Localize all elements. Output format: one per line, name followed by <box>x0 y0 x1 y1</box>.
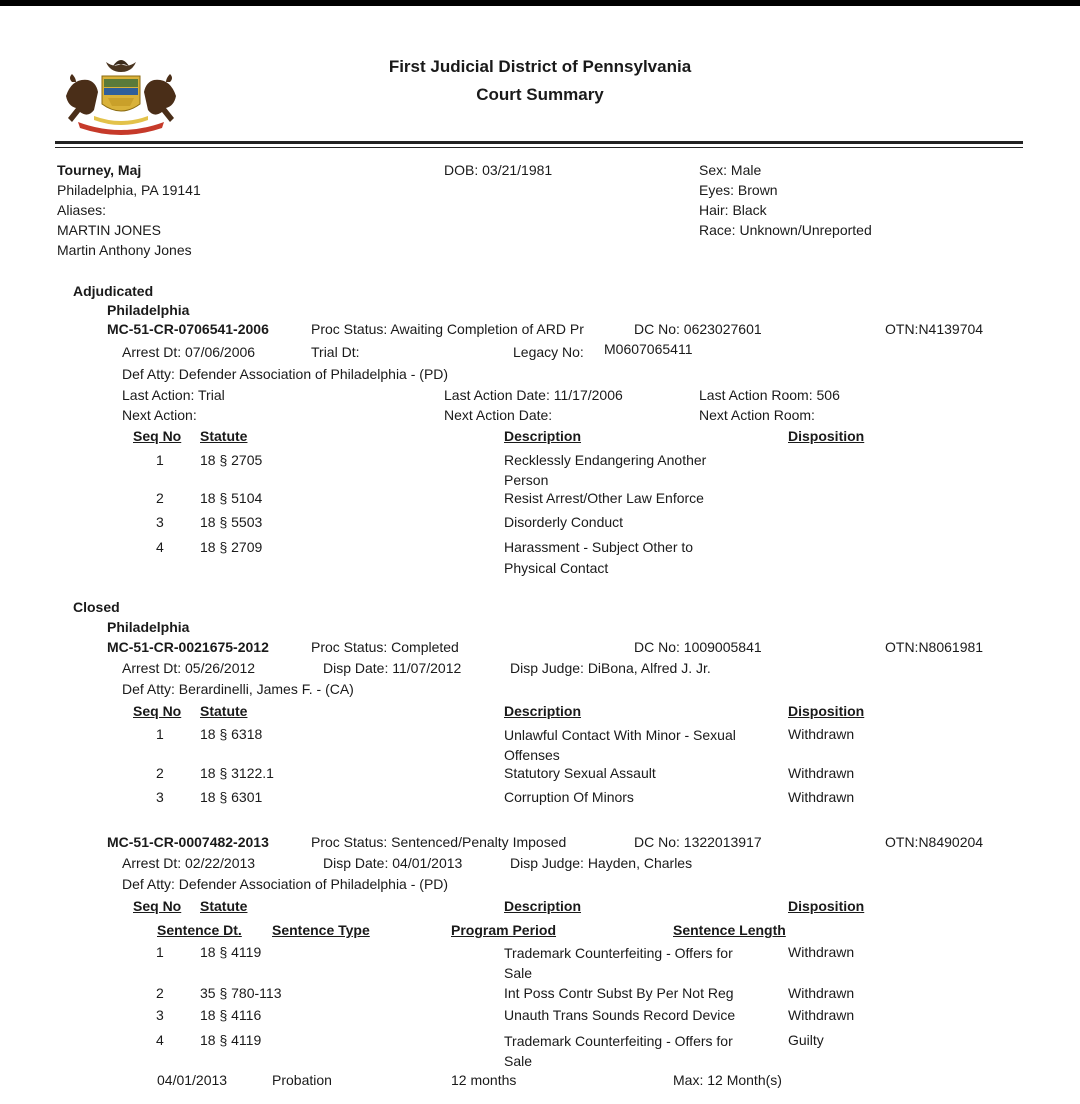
dc-number: DC No: 0623027601 <box>634 321 762 337</box>
charge-description-cont: Sale <box>504 965 533 981</box>
charge-statute: 18 § 2709 <box>200 539 263 555</box>
next-action: Next Action: <box>122 407 197 423</box>
charge-seq: 3 <box>156 1007 164 1023</box>
charge-disposition: Guilty <box>788 1032 824 1048</box>
charge-disposition: Withdrawn <box>788 789 855 805</box>
disposition-date: Disp Date: 11/07/2012 <box>323 660 462 676</box>
charge-disposition: Withdrawn <box>788 726 855 742</box>
race: Race: Unknown/Unreported <box>699 222 872 238</box>
charge-seq: 2 <box>156 765 164 781</box>
trial-date: Trial Dt: <box>311 344 360 360</box>
docket-number: MC-51-CR-0007482-2013 <box>107 834 269 850</box>
defense-attorney: Def Atty: Berardinelli, James F. - (CA) <box>122 681 354 697</box>
header-rule-thin <box>55 147 1023 148</box>
otn-number: OTN:N4139704 <box>885 321 984 337</box>
disposition-judge: Disp Judge: DiBona, Alfred J. Jr. <box>510 660 711 676</box>
col-header-description: Description <box>504 428 582 444</box>
col-header-statute: Statute <box>200 428 248 444</box>
docket-number: MC-51-CR-0021675-2012 <box>107 639 269 655</box>
col-header-description: Description <box>504 898 582 914</box>
alias-item: Martin Anthony Jones <box>57 242 192 258</box>
county-heading: Philadelphia <box>107 619 190 635</box>
charge-seq: 3 <box>156 514 164 530</box>
docket-number: MC-51-CR-0706541-2006 <box>107 321 269 337</box>
charge-statute: 18 § 5503 <box>200 514 263 530</box>
dc-number: DC No: 1009005841 <box>634 639 762 655</box>
col-header-disposition: Disposition <box>788 898 865 914</box>
defense-attorney: Def Atty: Defender Association of Philadelphia - (PD) <box>122 366 449 382</box>
otn-number: OTN:N8490204 <box>885 834 984 850</box>
col-header-seq-no: Seq No <box>133 898 182 914</box>
charge-description: Recklessly Endangering Another <box>504 452 707 468</box>
col-header-sentence-date: Sentence Dt. <box>157 922 242 938</box>
col-header-sentence-length: Sentence Length <box>673 922 786 938</box>
pennsylvania-seal-logo <box>58 52 184 138</box>
charge-description-cont: Person <box>504 472 549 488</box>
col-header-description: Description <box>504 703 582 719</box>
charge-statute: 18 § 5104 <box>200 490 263 506</box>
col-header-statute: Statute <box>200 703 248 719</box>
charge-description: Resist Arrest/Other Law Enforce <box>504 490 704 506</box>
charge-statute: 35 § 780-113 <box>200 985 282 1001</box>
charge-description: Trademark Counterfeiting - Offers for <box>504 945 733 961</box>
charge-seq: 4 <box>156 539 164 555</box>
col-header-statute: Statute <box>200 898 248 914</box>
charge-statute: 18 § 4116 <box>200 1007 262 1023</box>
proc-status: Proc Status: Awaiting Completion of ARD Pr <box>311 321 584 337</box>
arrest-date: Arrest Dt: 02/22/2013 <box>122 855 256 871</box>
disposition-date: Disp Date: 04/01/2013 <box>323 855 463 871</box>
charge-disposition: Withdrawn <box>788 944 855 960</box>
section-heading-adjudicated: Adjudicated <box>73 283 154 299</box>
last-action: Last Action: Trial <box>122 387 225 403</box>
otn-number: OTN:N8061981 <box>885 639 984 655</box>
charge-seq: 1 <box>156 452 164 468</box>
charge-description-cont: Sale <box>504 1053 533 1069</box>
charge-disposition: Withdrawn <box>788 1007 855 1023</box>
charge-description-cont: Offenses <box>504 747 560 763</box>
proc-status: Proc Status: Sentenced/Penalty Imposed <box>311 834 567 850</box>
charge-seq: 2 <box>156 985 164 1001</box>
aliases-label: Aliases: <box>57 202 107 218</box>
sentence-length: Max: 12 Month(s) <box>673 1072 782 1088</box>
charge-description: Harassment - Subject Other to <box>504 539 694 555</box>
defendant-name: Tourney, Maj <box>57 162 142 178</box>
top-border <box>0 0 1080 6</box>
charge-statute: 18 § 4119 <box>200 944 262 960</box>
charge-description: Trademark Counterfeiting - Offers for <box>504 1033 733 1049</box>
sentence-date: 04/01/2013 <box>157 1072 228 1088</box>
legacy-number: M0607065411 <box>604 341 693 357</box>
proc-status: Proc Status: Completed <box>311 639 459 655</box>
col-header-seq-no: Seq No <box>133 428 182 444</box>
col-header-program-period: Program Period <box>451 922 557 938</box>
charge-seq: 2 <box>156 490 164 506</box>
charge-disposition: Withdrawn <box>788 985 855 1001</box>
col-header-disposition: Disposition <box>788 428 865 444</box>
legacy-label: Legacy No: <box>513 344 584 360</box>
sentence-type: Probation <box>272 1072 332 1088</box>
col-header-seq-no: Seq No <box>133 703 182 719</box>
charge-disposition: Withdrawn <box>788 765 855 781</box>
defense-attorney: Def Atty: Defender Association of Philadelphia - (PD) <box>122 876 449 892</box>
charge-seq: 1 <box>156 944 164 960</box>
dob: DOB: 03/21/1981 <box>444 162 553 178</box>
document-title-line2: Court Summary <box>476 85 604 104</box>
charge-seq: 4 <box>156 1032 164 1048</box>
county-heading: Philadelphia <box>107 302 190 318</box>
charge-description: Statutory Sexual Assault <box>504 765 656 781</box>
charge-description: Int Poss Contr Subst By Per Not Reg <box>504 985 734 1001</box>
eyes: Eyes: Brown <box>699 182 778 198</box>
dc-number: DC No: 1322013917 <box>634 834 762 850</box>
charge-description: Corruption Of Minors <box>504 789 634 805</box>
charge-statute: 18 § 4119 <box>200 1032 262 1048</box>
program-period: 12 months <box>451 1072 517 1088</box>
last-action-date: Last Action Date: 11/17/2006 <box>444 387 623 403</box>
charge-statute: 18 § 6318 <box>200 726 263 742</box>
hair: Hair: Black <box>699 202 767 218</box>
charge-statute: 18 § 6301 <box>200 789 263 805</box>
charge-description: Disorderly Conduct <box>504 514 624 530</box>
charge-statute: 18 § 2705 <box>200 452 263 468</box>
next-action-date: Next Action Date: <box>444 407 553 423</box>
disposition-judge: Disp Judge: Hayden, Charles <box>510 855 693 871</box>
col-header-sentence-type: Sentence Type <box>272 922 370 938</box>
document-title-line1: First Judicial District of Pennsylvania <box>388 57 692 76</box>
sex: Sex: Male <box>699 162 762 178</box>
arrest-date: Arrest Dt: 05/26/2012 <box>122 660 256 676</box>
header-rule-thick <box>55 141 1023 144</box>
next-action-room: Next Action Room: <box>699 407 815 423</box>
charge-seq: 1 <box>156 726 164 742</box>
charge-statute: 18 § 3122.1 <box>200 765 274 781</box>
charge-description-cont: Physical Contact <box>504 560 609 576</box>
col-header-disposition: Disposition <box>788 703 865 719</box>
alias-item: MARTIN JONES <box>57 222 161 238</box>
charge-seq: 3 <box>156 789 164 805</box>
section-heading-closed: Closed <box>73 599 120 615</box>
defendant-city: Philadelphia, PA 19141 <box>57 182 201 198</box>
charge-description: Unauth Trans Sounds Record Device <box>504 1007 736 1023</box>
last-action-room: Last Action Room: 506 <box>699 387 840 403</box>
charge-description: Unlawful Contact With Minor - Sexual <box>504 727 736 743</box>
arrest-date: Arrest Dt: 07/06/2006 <box>122 344 256 360</box>
